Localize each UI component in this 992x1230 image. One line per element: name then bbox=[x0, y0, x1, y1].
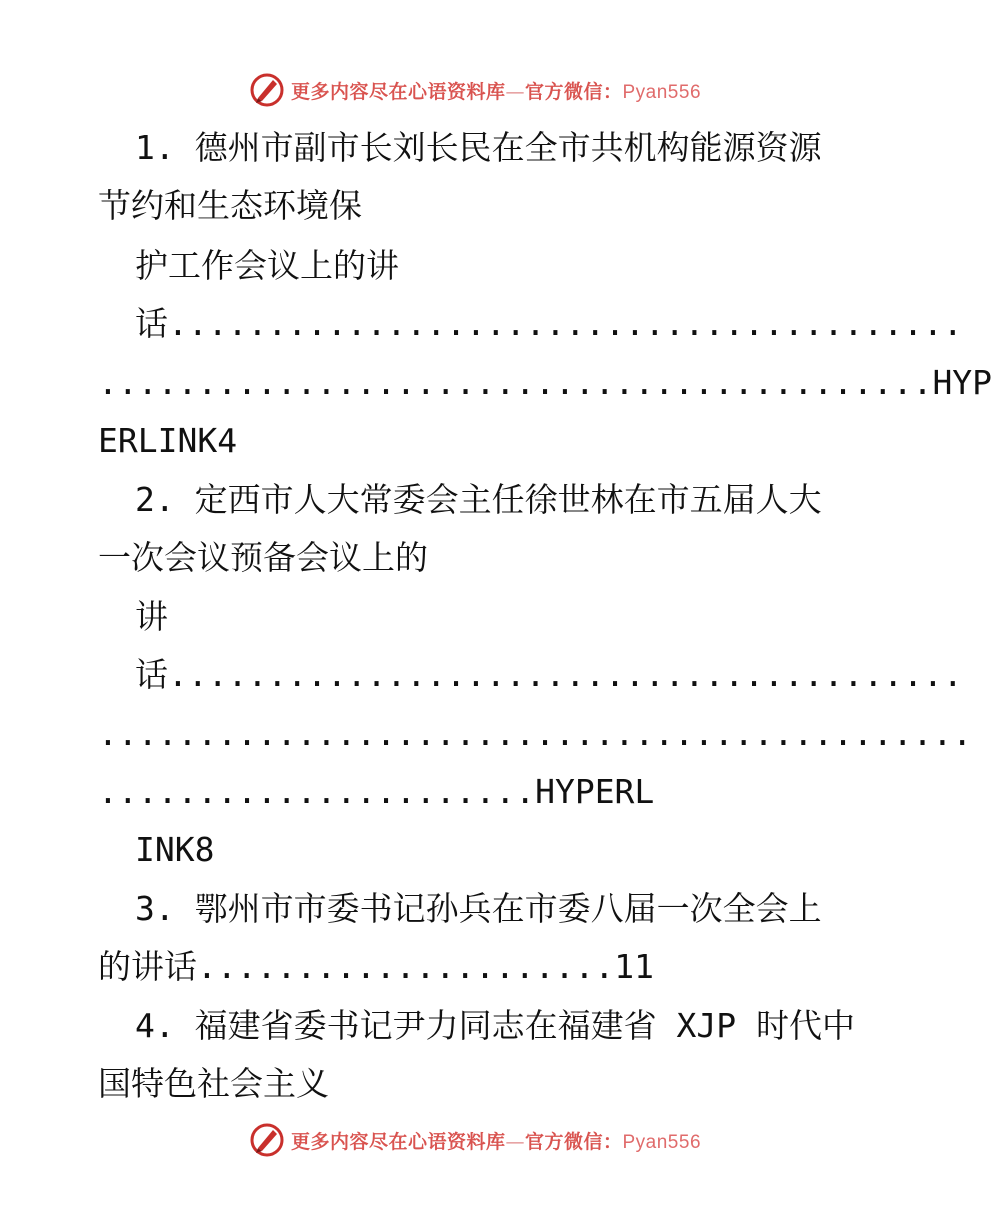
banner-wechat-id: Pyan556 bbox=[622, 1131, 702, 1153]
toc-entry-1-leader-1: 话........................................ bbox=[135, 304, 963, 343]
banner-wechat-label: 官方微信： bbox=[524, 80, 623, 103]
banner-text bbox=[291, 1127, 701, 1154]
banner-text bbox=[291, 77, 701, 104]
banner-content bbox=[249, 1122, 701, 1158]
toc-entry-1-link[interactable]: ERLINK4 bbox=[98, 421, 238, 460]
toc-entry-4-line-2: 国特色社会主义 bbox=[98, 1064, 329, 1103]
banner-site-name: 更多内容尽在心语资料库 bbox=[290, 1130, 506, 1153]
toc-entry-1-line-2: 节约和生态环境保 bbox=[98, 186, 362, 225]
toc-entry-2-leader-1: 话........................................ bbox=[135, 655, 963, 694]
toc-entry-1-leader-2[interactable]: ..........................................HYP bbox=[98, 363, 992, 402]
banner-wechat-id: Pyan556 bbox=[622, 81, 702, 103]
banner-separator: — bbox=[505, 1130, 525, 1153]
footer-banner bbox=[0, 1120, 950, 1160]
pen-logo-icon bbox=[249, 1122, 285, 1158]
banner-separator: — bbox=[505, 80, 525, 103]
toc-entry-4-line-1: 4. 福建省委书记尹力同志在福建省 XJP 时代中 bbox=[135, 1006, 855, 1045]
toc-entry-3-line-2[interactable]: 的讲话.....................11 bbox=[98, 947, 654, 986]
toc-entry-2-leader-3[interactable]: ......................HYPERL bbox=[98, 772, 655, 811]
toc-entry-3-line-1: 3. 鄂州市市委书记孙兵在市委八届一次全会上 bbox=[135, 889, 822, 928]
banner-content bbox=[249, 72, 701, 108]
toc-entry-1-line-1: 1. 德州市副市长刘长民在全市共机构能源资源 bbox=[135, 128, 822, 167]
toc-entry-2-link[interactable]: INK8 bbox=[135, 830, 215, 869]
banner-wechat-label: 官方微信： bbox=[524, 1130, 623, 1153]
toc-entry-2-leader-2: ............................................ bbox=[98, 714, 973, 753]
toc-entry-2-line-3: 讲 bbox=[135, 597, 168, 636]
header-banner bbox=[0, 70, 950, 110]
banner-site-name: 更多内容尽在心语资料库 bbox=[290, 80, 506, 103]
toc-entry-2-line-2: 一次会议预备会议上的 bbox=[98, 538, 428, 577]
toc-entry-2-line-1: 2. 定西市人大常委会主任徐世林在市五届人大 bbox=[135, 480, 822, 519]
pen-logo-icon bbox=[249, 72, 285, 108]
toc-entry-1-line-3: 护工作会议上的讲 bbox=[135, 246, 399, 285]
